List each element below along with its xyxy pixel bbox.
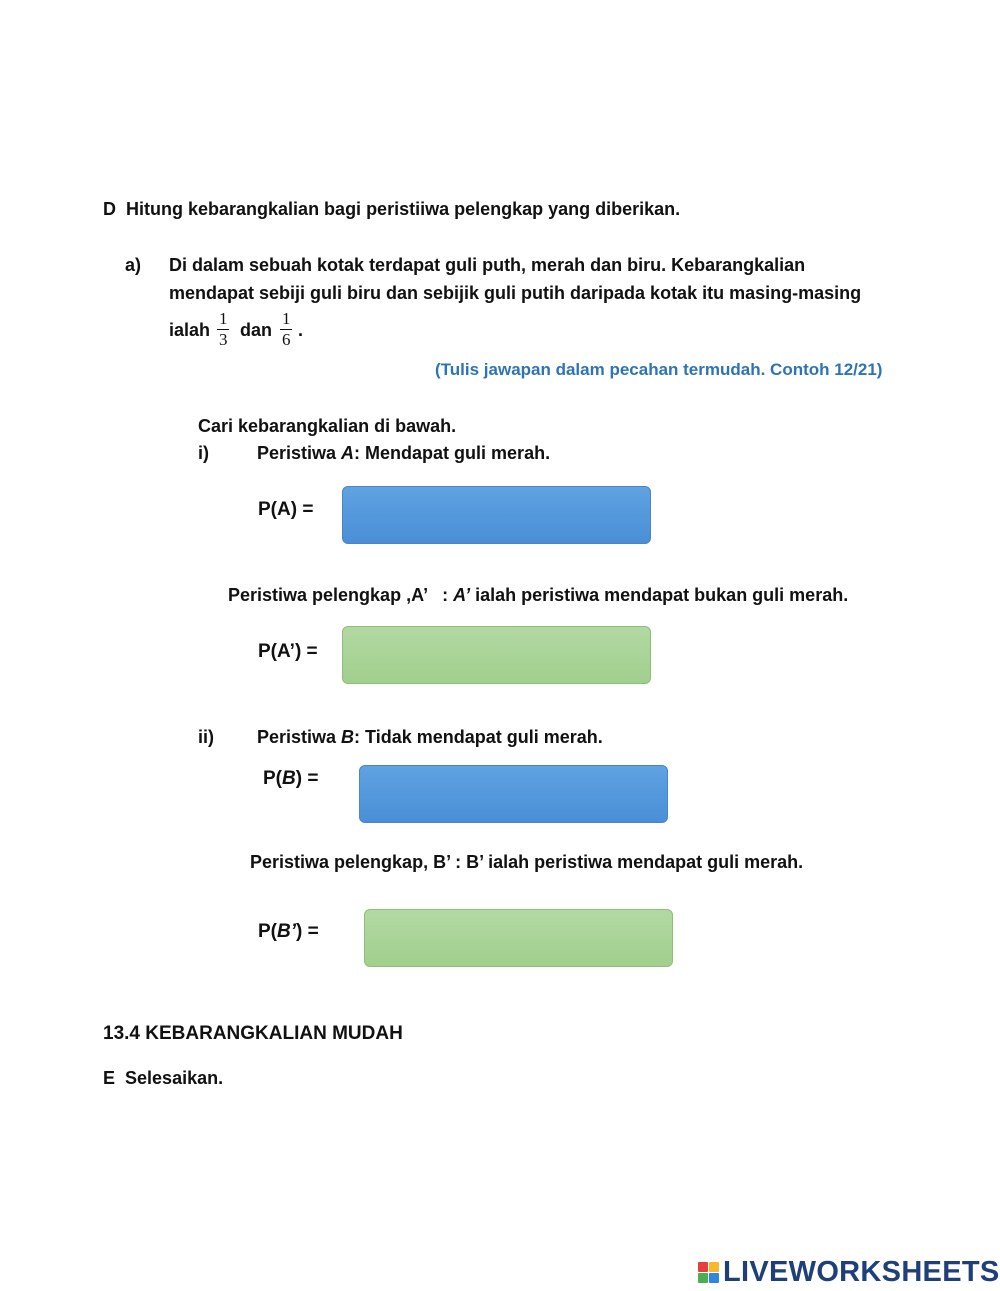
p-b-answer-box[interactable]	[359, 765, 668, 823]
p-b-label	[263, 768, 318, 790]
question-a-period: .	[298, 320, 304, 340]
part-ii-event	[257, 726, 603, 748]
p-b-prime-label	[258, 921, 319, 943]
logo-icon	[698, 1262, 719, 1283]
fraction-denominator: 6	[282, 330, 291, 349]
question-a-label: a)	[125, 255, 142, 275]
section-e-instruction: Selesaikan.	[125, 1068, 224, 1088]
p-a-answer-box[interactable]	[342, 486, 651, 544]
section-heading: 13.4 KEBARANGKALIAN MUDAH	[103, 1023, 403, 1044]
part-i-complement	[228, 584, 848, 606]
part-i-event	[257, 442, 550, 464]
answer-format-hint: (Tulis jawapan dalam pecahan termudah. Contoh 12/21)	[435, 360, 883, 379]
fraction-numerator: 1	[282, 309, 291, 328]
p-a-label: P(A) =	[258, 499, 314, 520]
label-suffix: ) =	[296, 921, 319, 942]
fraction-one-sixth	[280, 310, 293, 349]
event-variable: B	[341, 727, 355, 747]
fraction-one-third	[217, 310, 230, 349]
part-ii-label: ii)	[198, 727, 214, 747]
event-description: : Tidak mendapat guli merah.	[354, 727, 603, 747]
label-variable: B	[282, 768, 296, 789]
fraction-denominator: 3	[219, 330, 228, 349]
question-a-line1: Di dalam sebuah kotak terdapat guli puth, merah dan biru. Kebarangkalian	[169, 255, 806, 275]
question-a-line2: mendapat sebiji guli biru dan sebijik guli putih daripada kotak itu masing-masing	[169, 283, 862, 303]
p-b-prime-answer-box[interactable]	[364, 909, 673, 967]
section-d-label: D	[103, 199, 116, 219]
find-prompt: Cari kebarangkalian di bawah.	[198, 416, 457, 436]
p-a-prime-label: P(A’) =	[258, 641, 318, 662]
question-a-ialah: ialah	[169, 320, 211, 340]
event-description: : Mendapat guli merah.	[354, 443, 551, 463]
liveworksheets-logo	[698, 1256, 1000, 1289]
event-prefix: Peristiwa	[257, 727, 342, 747]
label-prefix: P(	[263, 768, 282, 789]
section-e-heading	[103, 1067, 223, 1089]
part-ii-complement: Peristiwa pelengkap, B’ : B’ ialah peristiwa mendapat guli merah.	[250, 852, 804, 872]
label-prefix: P(	[258, 921, 277, 942]
section-d-instruction: Hitung kebarangkalian bagi peristiiwa pelengkap yang diberikan.	[126, 199, 681, 219]
part-i-label: i)	[198, 443, 209, 463]
logo-text: LIVEWORKSHEETS	[723, 1256, 1000, 1288]
event-prefix: Peristiwa	[257, 443, 342, 463]
complement-description: ialah peristiwa mendapat bukan guli merah.	[470, 585, 849, 605]
complement-variable: A’	[453, 585, 471, 605]
label-variable: B’	[277, 921, 296, 942]
complement-prefix: Peristiwa pelengkap ,A’ :	[228, 585, 454, 605]
section-e-label: E	[103, 1068, 116, 1088]
section-d-heading	[103, 198, 680, 220]
question-a-dan: dan	[240, 320, 273, 340]
label-suffix: ) =	[295, 768, 319, 789]
event-variable: A	[341, 443, 355, 463]
p-a-prime-answer-box[interactable]	[342, 626, 651, 684]
fraction-numerator: 1	[219, 309, 228, 328]
